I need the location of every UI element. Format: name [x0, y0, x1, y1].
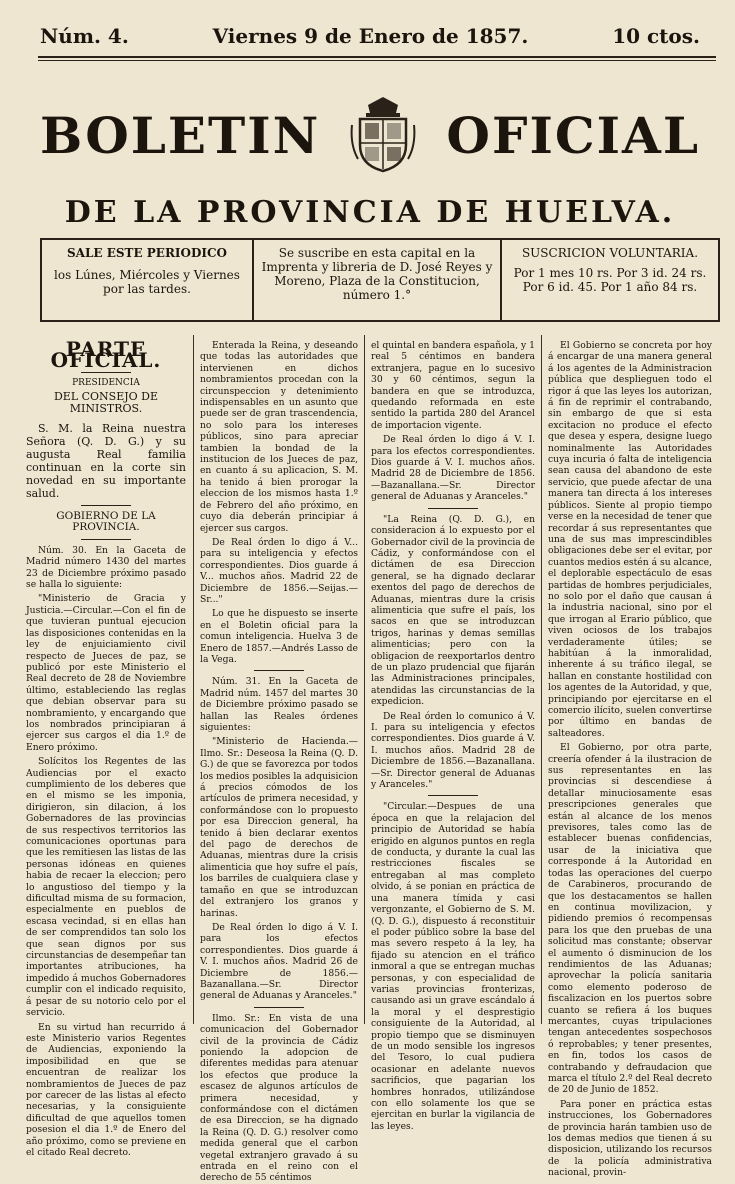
paragraph: Núm. 30. En la Gaceta de Madrid número 1430 del martes 23 de Diciembre próximo pasado se halla lo siguiente: [26, 544, 186, 591]
column-divider [193, 335, 194, 1024]
publication-days-text: los Lúnes, Miércoles y Viernes por las tardes. [54, 268, 240, 296]
issue-date: Viernes 9 de Enero de 1857. [212, 24, 529, 48]
section-rule [428, 508, 478, 509]
paragraph: De Real órden lo comunico á V. I. para su inteligencia y efectos correspondientes. Dios guarde á V. I. muchos años. Madrid 28 de Diciembre de 1856.—Bazanallana.—Sr. Director general de Aduanas y Aranceles." [371, 710, 535, 791]
paragraph: De Real órden lo digo á V. I. para los efectos correspondientes. Dios guarde á V. I. muchos años. Madrid 28 de Diciembre de 1856.—Bazanallana.—Sr. Director general de Aduanas y Aranceles." [371, 434, 535, 503]
column-1 [26, 337, 186, 1158]
paragraph: "Circular.—Despues de una época en que la relajacion del principio de Autoridad se había erigido en algunos puntos en regla de conducta, y durante la cual las restricciones fiscales se entregaban al mas completo olvido, á se ponian en práctica de una manera tímida y casi vergonzante, el Gobierno de S. M. (Q. D. G.), dispuesto á reconstituir el poder público sobre la base del mas severo respeto á la ley, ha fijado su atencion en el tráfico inmoral a que se entregan muchas personas, y con especialidad de varias provincias fronterizas, causando asi un grave escándalo á la moral y el desprestigio consiguiente de la Autoridad, al propio tiempo que se disminuyen de un modo sensible los ingresos del Tesoro, lo cual pudiera ocasionar en adelante nuevos sacrificios, que pagarian los hombres honrados, utilizándose con ello solamente los que se ejercitan en burlar la vigilancia de las leyes. [371, 801, 535, 1132]
paragraph: El Gobierno se concreta por hoy á encargar de una manera general á los agentes de la Administracion pública que desplieguen todo el rigor á que las leyes los autorizan, á fin de reprimir el contrabando, sin embargo de que si esta excitacion no produce el efecto que desea y espera, designe luego nominalmente las Autoridades cuya incuria ó falta de inteligencia sean causa del abandono de este servicio, que puede afectar de una manera tan directa á los intereses públicos. Siente al propio tiempo verse en la necesidad de tener que recordar á sus representantes que una de sus mas imprescindibles obligaciones debe ser el evitar, por cuantos medios estén á su alcance, el deplorable espectáculo de esas partidas de hombres perjudiciales, no solo por el daño que causan á la industria nacional, sino por el que irrogan al Erario público, que viven ociosos de los trabajos verdaderamente útiles; se habitúan á la inmoralidad, inherente á su tráfico ilegal, se hallan en constante hostilidad con los agentes de la Autoridad, y que, principiando por ejercitarse en el comercio ilícito, suelen convertirse por último en bandas de salteadores. [548, 340, 712, 739]
paragraph: "Ministerio de Hacienda.—Ilmo. Sr.: Deseosa la Reina (Q. D. G.) de que se favorezca por todos los medios posibles la adquisicion á precios cómodos de los artículos de primera necesidad, y conformándose con lo propuesto por esa Direccion general, ha tenido á bien declarar exentos del pago de derechos de Aduanas, mientras dure la crisis alimenticia que hoy sufre el país, los barriles de cualquiera clase y tamaño en que se introduzcan del extranjero los granos y harinas. [200, 736, 358, 919]
paragraph: "La Reina (Q. D. G.), en consideracion á lo expuesto por el Gobernador civil de la provincia de Cádiz, y conformándose con el dictámen de esa Direccion general, se ha dignado declarar exentos del pago de derechos de Aduanas, mientras dure la crisis alimenticia que sufre el país, los sacos en que se introduzcan trigos, harinas y demas semillas alimenticias; pero con la obligacion de reexportarlos dentro de un plazo prudencial que fijarán las Administraciones principales, atendidas las circunstancias de la expedicion. [371, 513, 535, 708]
header-rule [38, 56, 716, 58]
subscription-location [254, 240, 502, 320]
masthead-subtitle: DE LA PROVINCIA DE HUELVA. [64, 195, 676, 230]
subscription-prices-title: SUSCRICION VOLUNTARIA. [521, 246, 699, 260]
paragraph: El Gobierno, por otra parte, creería ofender á la ilustracion de sus representantes en las provincias si descendiese á detallar minuciosamente esas prescripciones generales que están al alcance de los menos previsores, tales como las de establecer buenas confidencias, usar de la iniciativa que corresponde á la Autoridad en todas las operaciones del cuerpo de Carabineros, procurando de que los destacamentos se hallen en continua movilizacion, y pidiendo premios ó recompensas para los que den pruebas de una solicitud mas constante; observar el aumento ó disminucion de los rendimientos de las Aduanas; aprovechar la policía sanitaria como elemento poderoso de fiscalizacion en los puertos sobre cuanto se refiera á los buques mercantes, cuyas tripulaciones tengan antecedentes sospechosos ó reprobables; y tener presentes, en fin, todos los casos de contrabando y defraudacion que marca el título 2.º del Real decreto de 20 de Junio de 1852. [548, 742, 712, 1096]
paragraph: el quintal en bandera española, y 1 real 5 céntimos en bandera extranjera, pague en lo sucesivo 30 y 60 céntimos, segun la bandera en que se introduzca, quedando reformada en este sentido la partida 280 del Arancel de importacion vigente. [371, 340, 535, 431]
coat-of-arms-icon [348, 95, 418, 175]
section-rule [254, 670, 304, 671]
masthead-left-word: BOLETIN [40, 105, 321, 165]
issue-number: Núm. 4. [40, 24, 129, 48]
section-rule [254, 1007, 304, 1008]
column-4 [548, 340, 712, 1179]
masthead-right-word: OFICIAL [446, 105, 700, 165]
publication-days-title: SALE ESTE PERIODICO [66, 246, 228, 260]
paragraph: Lo que he dispuesto se inserte en el Boletin oficial para la comun inteligencia. Huelva 3 de Enero de 1857.—Andrés Lasso de la Vega. [200, 608, 358, 665]
header-rule-thin [38, 60, 716, 61]
paragraph: Para poner en práctica estas instrucciones, los Gobernadores de provincia harán tambien uso de los demas medios que tienen á su disposicion, utilizando los recursos de la policía administrativa nacional, provin- [548, 1098, 712, 1179]
masthead [40, 95, 700, 175]
issue-price: 10 ctos. [612, 24, 700, 48]
subscription-location-text: Se suscribe en esta capital en la Imprenta y libreria de D. José Reyes y Moreno, Plaza de la Constitucion, número 1.° [261, 246, 493, 302]
paragraph: Solícitos los Regentes de las Audiencias por el exacto cumplimiento de los deberes que en el mismo se les imponia, dirigieron, sin dilacion, á los Gobernadores de las provincias de sus respectivos territorios las comunicaciones oportunas para que les remitiesen las listas de las personas idóneas en quienes habia de recaer la eleccion; pero lo angustioso del tiempo y la dificultad misma de su formacion, especialmente en pueblos de escasa vecindad, si en ellas han de ser comprendidos tan solo los que sean dignos por sus circunstancias de desempeñar tan importantes atribuciones, ha impedido á muchos Gobernadores cumplir con el indicado requisito, á pesar de su notorio celo por el servicio. [26, 756, 186, 1019]
paragraph: "Ministerio de Gracia y Justicia.—Circular.—Con el fin de que tuvieran puntual ejecucion las disposiciones contenidas en la ley de enjuiciamiento civil respecto de Jueces de paz, se publicó por este Ministerio el Real decreto de 28 de Noviembre último, estableciendo las reglas que debian observar para su nombramiento, y encargando que los nombrados principiaran á ejercer sus cargos el dia 1.º de Enero próximo. [26, 593, 186, 753]
header-line [40, 24, 700, 50]
column-3 [371, 340, 535, 1132]
column-2 [200, 340, 358, 1184]
column-divider [364, 335, 365, 1024]
subscription-box [40, 238, 720, 322]
parte-oficial-heading: PARTE OFICIAL. [50, 337, 162, 373]
section-rule [81, 505, 131, 506]
paragraph: En su virtud han recurrido á este Ministerio varios Regentes de Audiencias, exponiendo la imposibilidad en que se encuentran de realizar los nombramientos de Jueces de paz por carecer de las listas al efecto necesarias, y la consiguiente dificultad de que aquellos tomen posesion el dia 1.º de Enero del año próximo, como se previene en el citado Real decreto. [26, 1021, 186, 1158]
paragraph: De Real órden lo digo á V. I. para los efectos correspondientes. Dios guarde á V. I. muchos años. Madrid 26 de Diciembre de 1856.—Bazanallana.—Sr. Director general de Aduanas y Aranceles." [200, 921, 358, 1002]
consejo-heading: DEL CONSEJO DE MINISTROS. [53, 390, 159, 415]
paragraph: Enterada la Reina, y deseando que todas las autoridades que intervienen en dichos nombramientos procedan con la circunspeccion y detenimiento indispensables en un asunto que puede ser de gran trascendencia, no solo para los intereses públicos, sino para apreciar tambien la bondad de la institucion de los Jueces de paz, en cuanto á su aplicacion, S. M. ha tenido á bien prorogar la eleccion de los mismos hasta 1.º de Febrero del año próximo, en cuyo dia deberán principiar á ejercer sus cargos. [200, 340, 358, 534]
section-rule [81, 539, 131, 540]
section-rule [428, 795, 478, 796]
subscription-price-row: Por 6 id. 45. Por 1 año 84 rs. [522, 280, 698, 294]
subscription-prices [502, 240, 718, 320]
paragraph: S. M. la Reina nuestra Señora (Q. D. G.) y su augusta Real familia continuan en la corte sin novedad en su importante salud. [26, 422, 186, 501]
publication-days [42, 240, 254, 320]
gobierno-heading: GOBIERNO DE LA PROVINCIA. [56, 510, 156, 534]
subscription-price-row: Por 1 mes 10 rs. Por 3 id. 24 rs. [513, 266, 707, 280]
presidencia-heading: PRESIDENCIA [72, 377, 140, 388]
column-divider [541, 335, 542, 1024]
paragraph: Ilmo. Sr.: En vista de una comunicacion del Gobernador civil de la provincia de Cádiz poniendo la adopcion de diferentes medidas para atenuar los efectos que produce la escasez de algunos artículos de primera necesidad, y conformándose con el dictámen de esa Direccion, se ha dignado la Reina (Q. D. G.) resolver como medida general que el carbon vegetal extranjero gravado á su entrada en el reino con el derecho de 55 céntimos [200, 1012, 358, 1184]
paragraph: De Real órden lo digo á V... para su inteligencia y efectos correspondientes. Dios guarde á V... muchos años. Madrid 22 de Diciembre de 1856.—Seijas.—Sr..." [200, 536, 358, 605]
paragraph: Núm. 31. En la Gaceta de Madrid núm. 1457 del martes 30 de Diciembre próximo pasado se hallan las Reales órdenes siguientes: [200, 676, 358, 733]
